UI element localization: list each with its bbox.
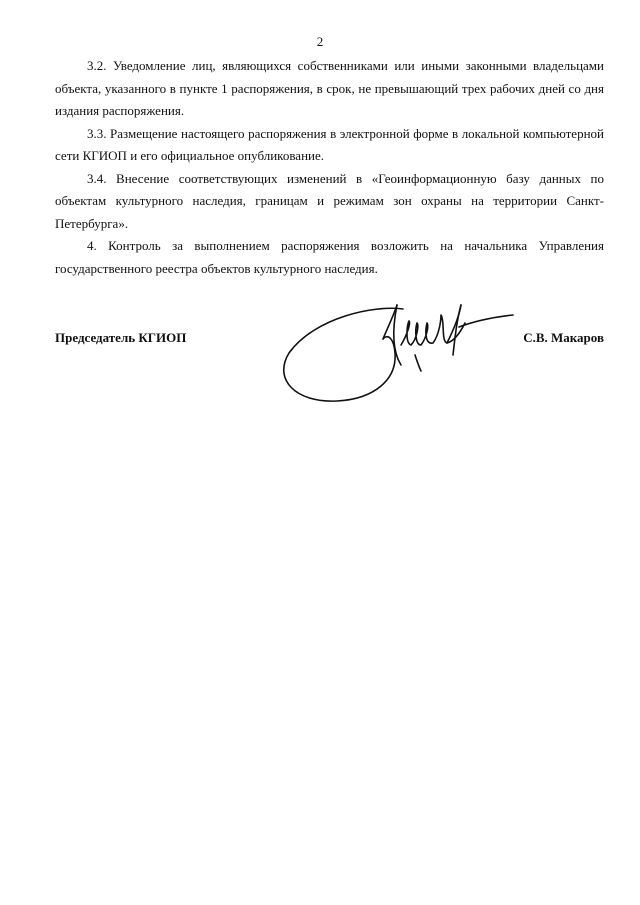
signer-name: С.В. Макаров [523,330,604,345]
page-number: 2 [316,34,324,49]
signature-block [55,320,604,420]
paragraph-4: 4. Контроль за выполнением распоряжения возложить на начальника Управления государственного реестра объектов культурного наследия. [55,238,604,276]
paragraph-3-3: 3.3. Размещение настоящего распоряжения в электронной форме в локальной компьютерной сети КГИОП и его официальное опубликование. [55,125,604,163]
paragraph-3-4: 3.4. Внесение соответствующих изменений в «Геоинформационную базу данных по объектам культурного наследия, границам и режимам зон охраны на территории Санкт-Петербурга». [55,170,604,231]
paragraph-3-2: 3.2. Уведомление лиц, являющихся собственниками или иными законными владельцами объекта, указанного в пункте 1 распоряжения, в срок, не превышающий трех рабочих дней со дня издания распоряжения. [55,58,604,118]
document-body [55,55,604,280]
handwritten-signature [275,295,515,415]
signer-title: Председатель КГИОП [55,330,187,345]
